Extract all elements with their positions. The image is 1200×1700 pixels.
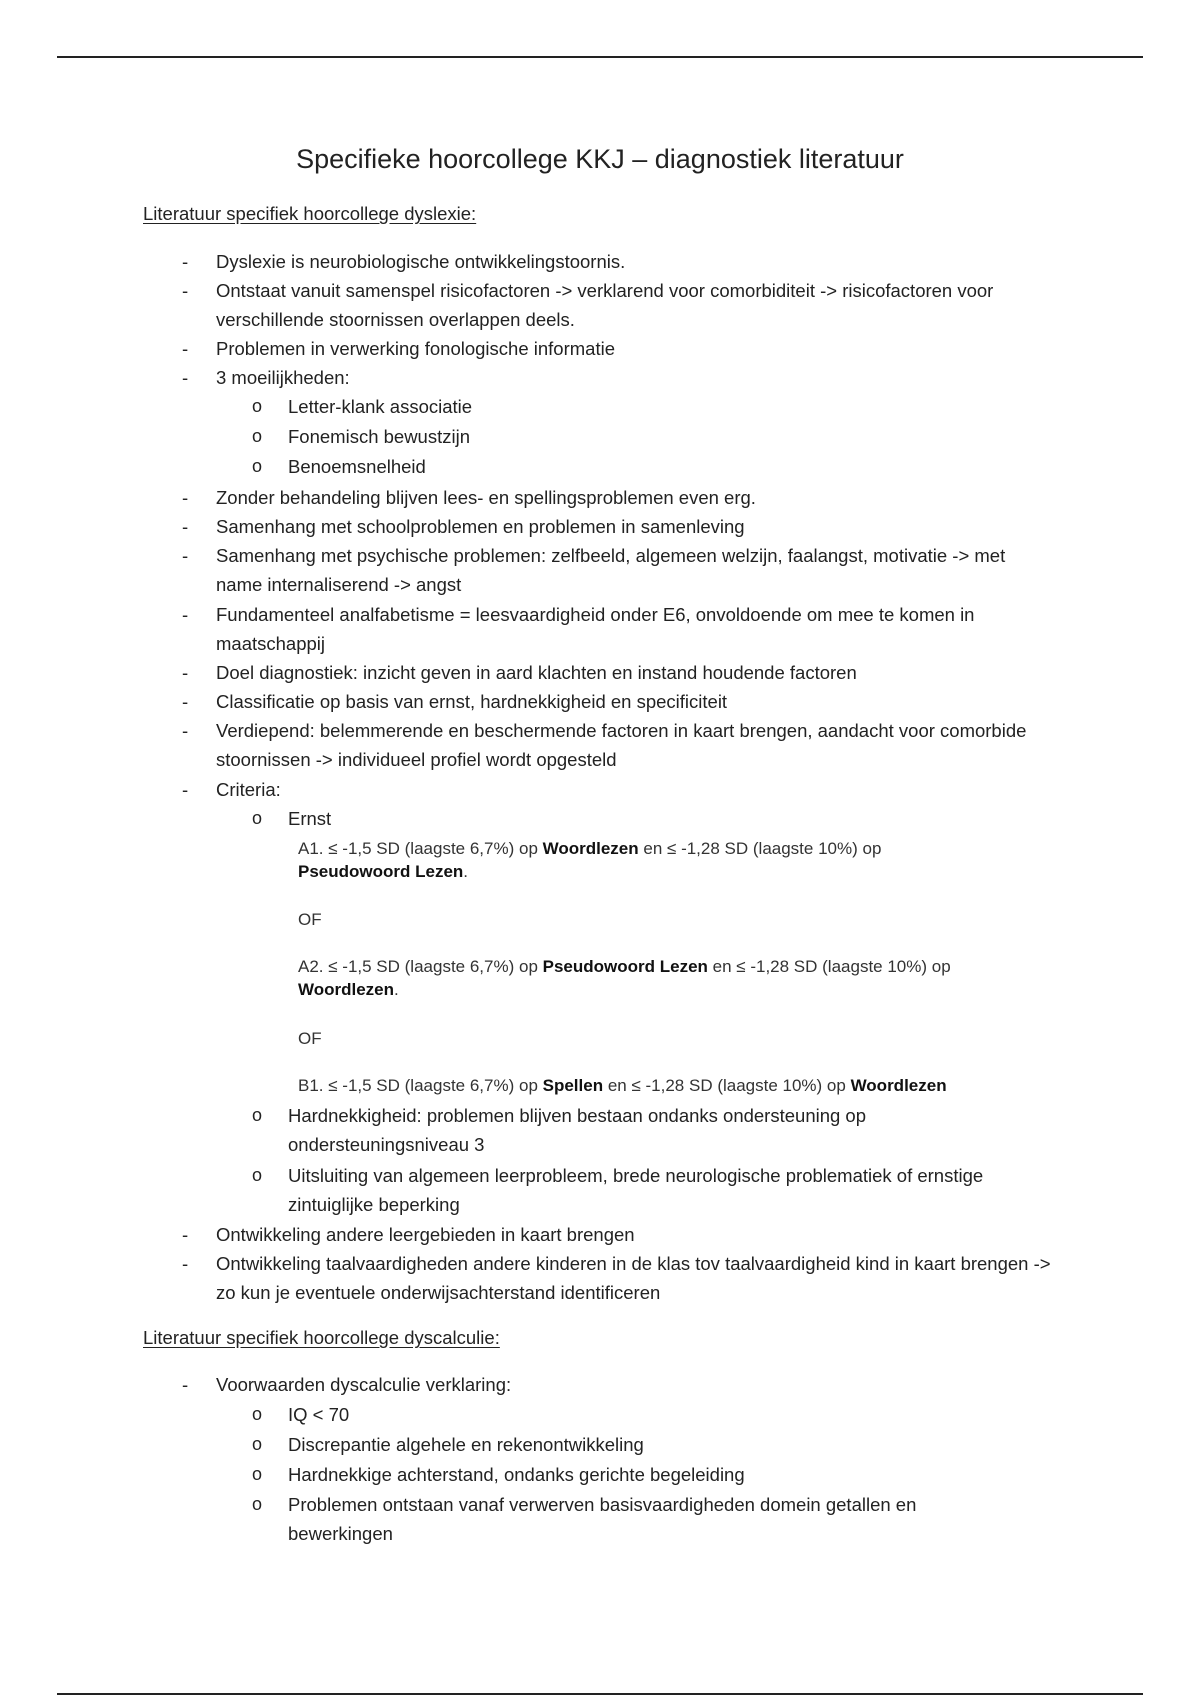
list-item: - Fundamenteel analfabetisme = leesvaardigheid onder E6, onvoldoende om mee te komen in maatschappij [216,600,1056,658]
circle-bullet: o [252,456,263,476]
criterion-a1: A1. ≤ -1,5 SD (laagste 6,7%) op Woordlezen en ≤ -1,28 SD (laagste 10%) op Pseudowoord Lezen. [298,839,882,881]
dash-bullet: - [182,516,189,537]
list-item: - Criteria: [216,775,1056,804]
list-item: - Doel diagnostiek: inzicht geven in aard klachten en instand houdende factoren [216,658,1056,687]
dash-bullet: - [182,662,189,683]
circle-bullet: o [252,1464,263,1484]
sub-list-item: o Letter-klank associatie [288,392,1008,421]
circle-bullet: o [252,1494,263,1514]
circle-bullet: o [252,1434,263,1454]
dash-bullet: - [182,1253,189,1274]
top-rule [57,56,1143,58]
circle-bullet: o [252,1404,263,1424]
dash-bullet: - [182,691,189,712]
list-item: - Classificatie op basis van ernst, hardnekkigheid en specificiteit [216,687,1056,716]
section-heading-dyslexie: Literatuur specifiek hoorcollege dyslexie: [143,203,477,224]
list-item: - Problemen in verwerking fonologische informatie [216,334,1056,363]
list-item: - Dyslexie is neurobiologische ontwikkelingstoornis. [216,247,1056,276]
dash-bullet: - [182,280,189,301]
dash-bullet: - [182,1224,189,1245]
dash-bullet: - [182,251,189,272]
sub-list-item-hardnekkigheid: o Hardnekkigheid: problemen blijven bestaan ondanks ondersteuning op ondersteuningsniveau 3 [288,1101,1008,1159]
section-heading-dyscalculie: Literatuur specifiek hoorcollege dyscalculie: [143,1327,500,1348]
list-item: - Ontwikkeling andere leergebieden in kaart brengen [216,1220,1056,1249]
bottom-rule [57,1693,1143,1695]
dash-bullet: - [182,367,189,388]
list-item: - Samenhang met schoolproblemen en problemen in samenleving [216,512,1056,541]
list-item: - Ontwikkeling taalvaardigheden andere kinderen in de klas tov taalvaardigheid kind in kaart brengen -> zo kun je eventuele onderwijsachterstand identificeren [216,1249,1056,1307]
dash-bullet: - [182,604,189,625]
dash-bullet: - [182,779,189,800]
circle-bullet: o [252,396,263,416]
list-item: - Zonder behandeling blijven lees- en spellingsproblemen even erg. [216,483,1056,512]
list-item: - Verdiepend: belemmerende en beschermende factoren in kaart brengen, aandacht voor comorbide stoornissen -> individueel profiel wordt opgesteld [216,716,1056,774]
or-label: OF [298,910,322,929]
dash-bullet: - [182,545,189,566]
circle-bullet: o [252,1105,263,1125]
criterion-b1: B1. ≤ -1,5 SD (laagste 6,7%) op Spellen en ≤ -1,28 SD (laagste 10%) op Woordlezen [298,1076,947,1095]
or-label: OF [298,1029,322,1048]
sub-list-item-ernst: o Ernst [288,804,1008,833]
circle-bullet: o [252,1165,263,1185]
circle-bullet: o [252,808,263,828]
list-item: - Ontstaat vanuit samenspel risicofactoren -> verklarend voor comorbiditeit -> risicofactoren voor verschillende stoornissen overlappen deels. [216,276,1056,334]
criterion-a2: A2. ≤ -1,5 SD (laagste 6,7%) op Pseudowoord Lezen en ≤ -1,28 SD (laagste 10%) op Woordlezen. [298,957,951,999]
sub-list-item: o Problemen ontstaan vanaf verwerven basisvaardigheden domein getallen en bewerkingen [288,1490,1008,1548]
sub-list-item: o Discrepantie algehele en rekenontwikkeling [288,1430,1008,1459]
dash-bullet: - [182,1374,189,1395]
list-item: - 3 moeilijkheden: [216,363,1056,392]
dash-bullet: - [182,720,189,741]
sub-list-item: o Benoemsnelheid [288,452,1008,481]
list-item: - Voorwaarden dyscalculie verklaring: [216,1370,1056,1399]
sub-list-item: o Fonemisch bewustzijn [288,422,1008,451]
sub-list-item-uitsluiting: o Uitsluiting van algemeen leerprobleem, brede neurologische problematiek of ernstige zintuiglijke beperking [288,1161,1008,1219]
page-title: Specifieke hoorcollege KKJ – diagnostiek literatuur [296,144,904,174]
list-item: - Samenhang met psychische problemen: zelfbeeld, algemeen welzijn, faalangst, motivatie -> met name internaliserend -> angst [216,541,1056,599]
sub-list-item: o IQ < 70 [288,1400,1008,1429]
sub-list-item: o Hardnekkige achterstand, ondanks gerichte begeleiding [288,1460,1008,1489]
dash-bullet: - [182,487,189,508]
circle-bullet: o [252,426,263,446]
dash-bullet: - [182,338,189,359]
